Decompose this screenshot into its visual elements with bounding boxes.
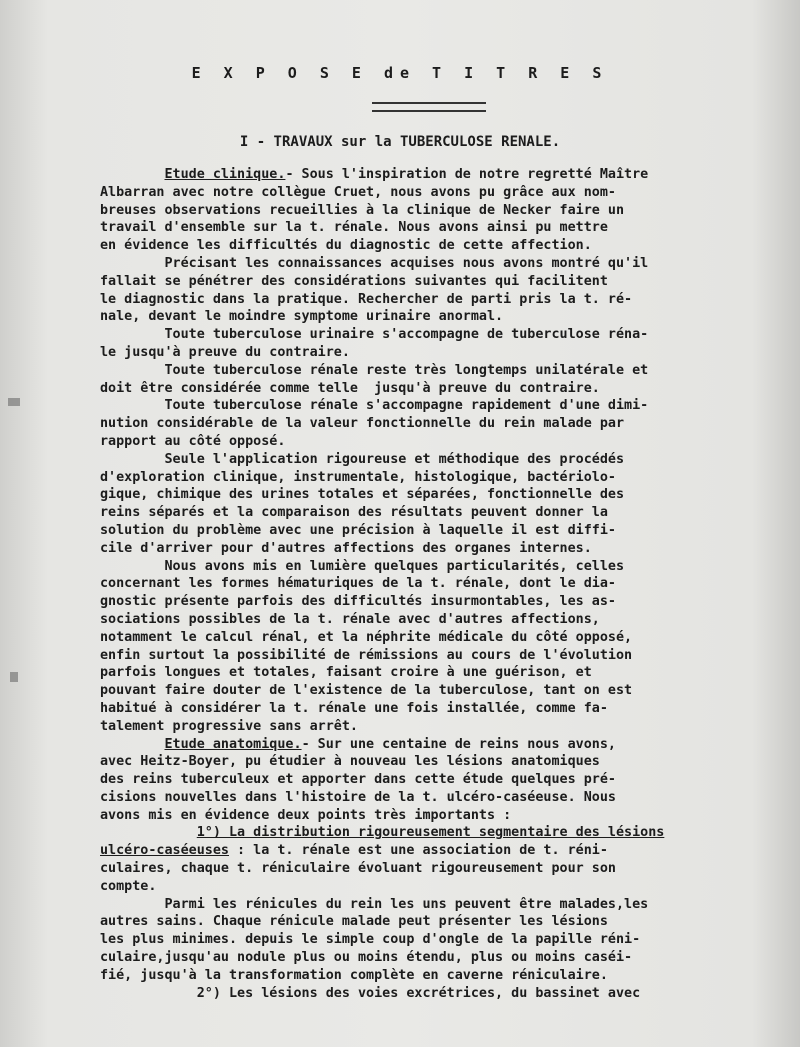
text-line: autres sains. Chaque rénicule malade peut présenter les lésions: [100, 914, 608, 930]
text-line: nale, devant le moindre symptome urinaire anormal.: [100, 309, 504, 325]
text-line: d'exploration clinique, instrumentale, histologique, bactériolo-: [100, 469, 616, 485]
text-line: fié, jusqu'à la transformation complète en caverne réniculaire.: [100, 967, 608, 983]
document-title: E X P O S E de T I T R E S: [191, 64, 609, 82]
text-line: solution du problème avec une précision à laquelle il est diffi-: [100, 522, 616, 538]
text-line: compte.: [100, 878, 157, 894]
text-line: les plus minimes. depuis le simple coup d'ongle de la papille réni-: [100, 932, 641, 948]
text-line: Toute tuberculose rénale reste très longtemps unilatérale et: [100, 362, 649, 378]
document-body: [100, 166, 790, 1002]
text-line: gnostic présente parfois des difficultés insurmontables, les as-: [100, 594, 616, 610]
text-line: Nous avons mis en lumière quelques particularités, celles: [100, 558, 625, 574]
text-line: concernant les formes hématuriques de la t. rénale, dont le dia-: [100, 576, 616, 592]
text-line: Seule l'application rigoureuse et méthodique des procédés: [100, 451, 625, 467]
margin-mark: [10, 672, 18, 682]
text-line: [100, 842, 790, 860]
text-line: gique, chimique des urines totales et séparées, fonctionnelle des: [100, 487, 625, 503]
text-line: en évidence les difficultés du diagnostic de cette affection.: [100, 238, 592, 254]
text-line: enfin surtout la possibilité de rémissions au cours de l'évolution: [100, 647, 633, 663]
line-text: - Sur une centaine de reins nous avons,: [301, 736, 616, 752]
text-line: avons mis en évidence deux points très importants :: [100, 807, 512, 823]
text-line: notamment le calcul rénal, et la néphrite médicale du côté opposé,: [100, 629, 633, 645]
text-line: [100, 824, 790, 842]
text-line: Toute tuberculose rénale s'accompagne rapidement d'une dimi-: [100, 398, 649, 414]
text-line: pouvant faire douter de l'existence de la tuberculose, tant on est: [100, 683, 633, 699]
text-line: cile d'arriver pour d'autres affections des organes internes.: [100, 540, 592, 556]
text-line: culaires, chaque t. réniculaire évoluant rigoureusement pour son: [100, 861, 616, 877]
text-line: talement progressive sans arrêt.: [100, 718, 358, 734]
text-line: le jusqu'à preuve du contraire.: [100, 344, 350, 360]
text-line: Toute tuberculose urinaire s'accompagne de tuberculose réna-: [100, 327, 649, 343]
underlined-heading: ulcéro-caséeuses: [100, 843, 229, 859]
text-line: [100, 736, 790, 754]
title-double-rule: [372, 102, 486, 112]
margin-mark: [8, 398, 20, 406]
text-line: le diagnostic dans la pratique. Rechercher de parti pris la t. ré-: [100, 291, 633, 307]
underlined-heading: 1°) La distribution rigoureusement segmentaire des lésions: [196, 825, 665, 841]
text-line: 2°) Les lésions des voies excrétrices, du bassinet avec: [100, 985, 641, 1001]
text-line: breuses observations recueillies à la clinique de Necker faire un: [100, 202, 625, 218]
text-line: culaire,jusqu'au nodule plus ou moins étendu, plus ou moins caséi-: [100, 950, 633, 966]
text-line: des reins tuberculeux et apporter dans cette étude quelques pré-: [100, 772, 616, 788]
text-line: [100, 166, 790, 184]
text-line: cisions nouvelles dans l'histoire de la t. ulcéro-caséeuse. Nous: [100, 789, 616, 805]
text-line: parfois longues et totales, faisant croire à une guérison, et: [100, 665, 592, 681]
text-line: Précisant les connaissances acquises nous avons montré qu'il: [100, 255, 649, 271]
text-line: nution considérable de la valeur fonctionnelle du rein malade par: [100, 416, 625, 432]
text-line: travail d'ensemble sur la t. rénale. Nous avons ainsi pu mettre: [100, 220, 608, 236]
line-text: : la t. rénale est une association de t. réni-: [229, 843, 608, 859]
text-line: reins séparés et la comparaison des résultats peuvent donner la: [100, 505, 608, 521]
text-line: Parmi les rénicules du rein les uns peuvent être malades,les: [100, 896, 649, 912]
text-line: avec Heitz-Boyer, pu étudier à nouveau les lésions anatomiques: [100, 754, 600, 770]
underlined-heading: Etude anatomique.: [164, 736, 302, 752]
text-line: rapport au côté opposé.: [100, 433, 286, 449]
section-heading: I - TRAVAUX sur la TUBERCULOSE RENALE.: [239, 134, 561, 150]
text-line: sociations possibles de la t. rénale avec d'autres affections,: [100, 611, 600, 627]
text-line: Albarran avec notre collègue Cruet, nous avons pu grâce aux nom-: [100, 184, 616, 200]
text-line: fallait se pénétrer des considérations suivantes qui facilitent: [100, 273, 608, 289]
text-line: doit être considérée comme telle jusqu'à preuve du contraire.: [100, 380, 600, 396]
line-text: - Sous l'inspiration de notre regretté Maître: [285, 167, 649, 182]
text-line: habitué à considérer la t. rénale une fois installée, comme fa-: [100, 700, 608, 716]
underlined-heading: Etude clinique.: [164, 167, 286, 182]
